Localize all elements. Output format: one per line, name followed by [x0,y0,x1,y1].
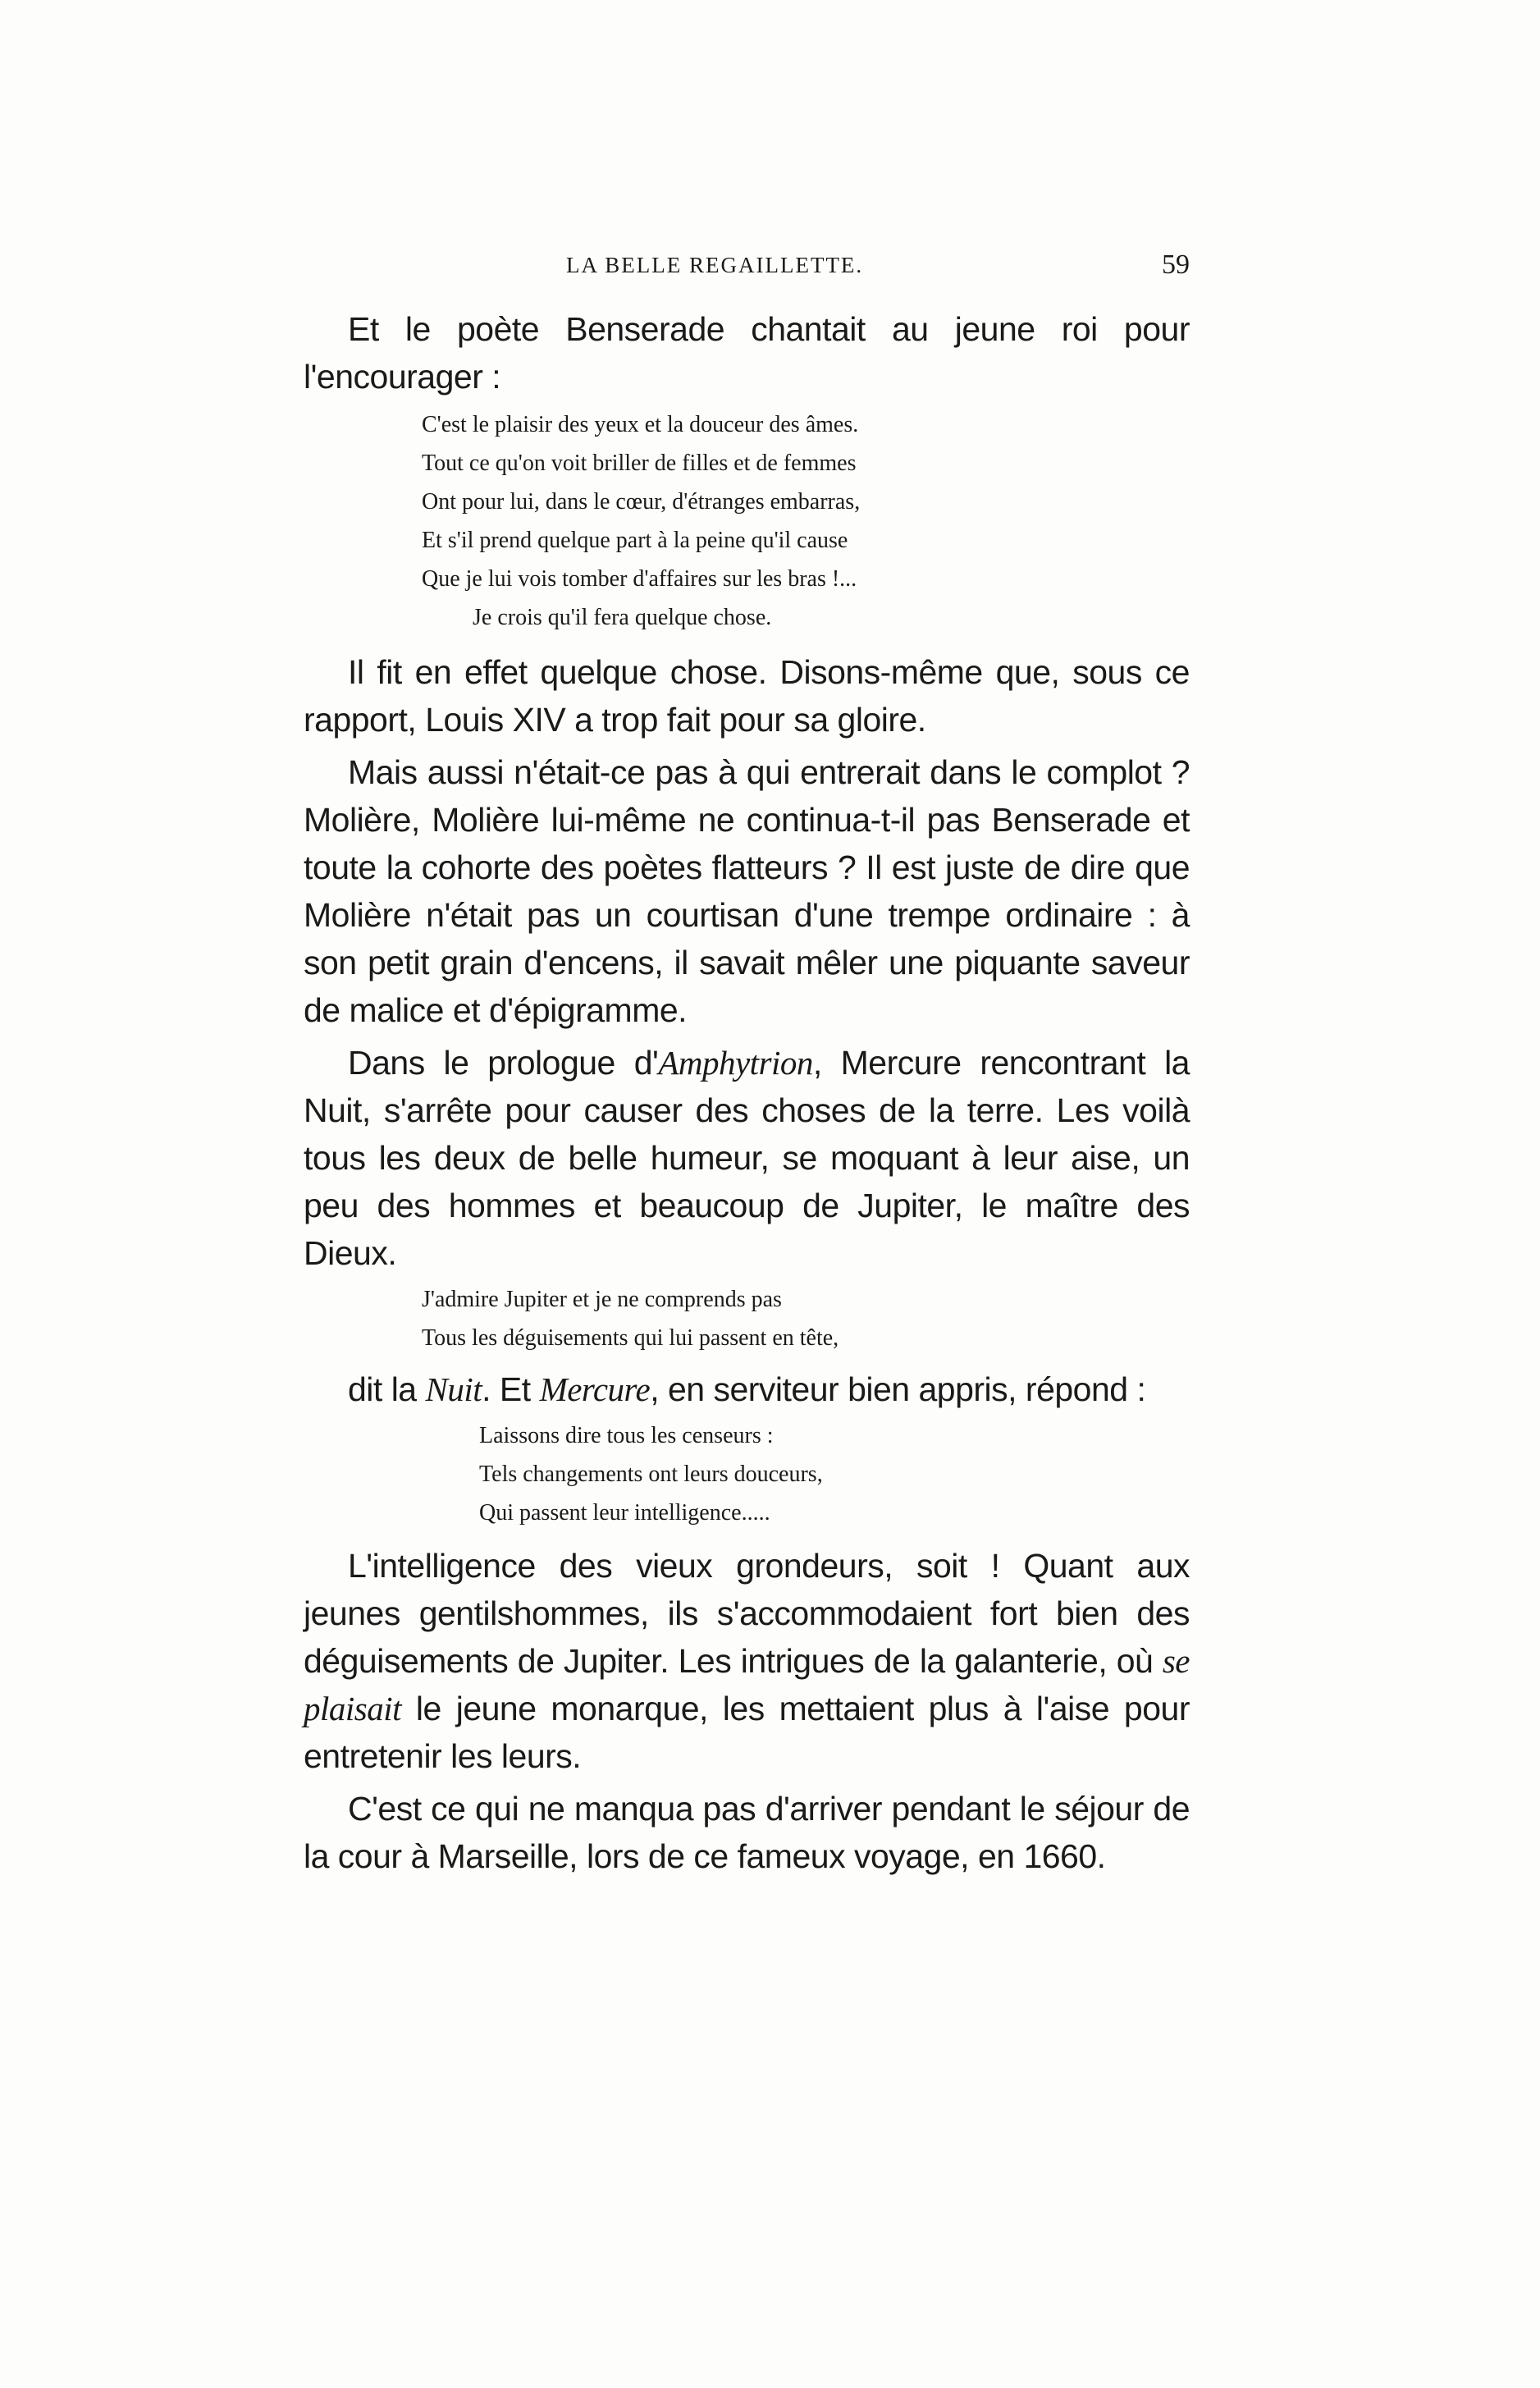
italic-se-plaisait: se plaisait [304,1642,1190,1727]
amphytrion-title: Amphytrion [658,1044,813,1082]
verse-line: Que je lui vois tomber d'affaires sur les bras !... [422,566,857,592]
character-nuit: Nuit [425,1370,482,1408]
verse-line: Laissons dire tous les censeurs : [479,1423,774,1448]
paragraph-dit-la-nuit [304,1366,1190,1413]
verse-line: Tous les déguisements qui lui passent en tête, [422,1325,839,1351]
amphytrion-text-before: Dans le prologue d' [348,1044,659,1082]
character-mercure: Mercure [539,1370,651,1408]
verse-line: J'admire Jupiter et je ne comprends pas [422,1287,782,1312]
intelligence-text-a: L'intelligence des vieux grondeurs, soit ! Quant aux jeunes gentilshommes, ils s'accommodaient fort bien des déguisements de Jupiter. Les intrigues de la galanterie, où [304,1547,1190,1680]
amphytrion-text-after: , Mercure rencontrant la Nuit, s'arrête pour causer des choses de la terre. Les voilà tous les deux de belle humeur, se moquant à leur aise, un peu des hommes et beaucoup de Jupiter, le maître des Dieux. [304,1044,1190,1272]
verse-line: Ont pour lui, dans le cœur, d'étranges embarras, [422,489,861,515]
dialog-text: dit la [348,1370,426,1408]
paragraph-benserade: Et le poète Benserade chantait au jeune roi pour l'encourager : [304,310,1190,396]
dialog-text: , en serviteur bien appris, répond : [650,1370,1146,1408]
paragraph-intelligence [304,1542,1190,1780]
verse-line: Tout ce qu'on voit briller de filles et de femmes [422,451,857,476]
verse-nuit [304,1280,1190,1357]
paragraph-moliere: Mais aussi n'était-ce pas à qui entrerait dans le complot ? Molière, Molière lui-même ne continua-t-il pas Benserade et toute la cohorte des poètes flatteurs ? Il est juste de dire que Molière n'était pas un courtisan d'une trempe ordinaire : à son petit grain d'encens, il savait mêler une piquante saveur de malice et d'épigramme. [304,753,1190,1029]
verse-line: Tels changements ont leurs douceurs, [479,1462,823,1487]
verse-line: C'est le plaisir des yeux et la douceur des âmes. [422,412,859,437]
paragraph-marseille: C'est ce qui ne manqua pas d'arriver pendant le séjour de la cour à Marseille, lors de ce fameux voyage, en 1660. [304,1790,1190,1875]
running-title: LA BELLE REGAILLETTE. [566,253,864,277]
page-number: 59 [1162,249,1190,280]
paragraph-louis-xiv: Il fit en effet quelque chose. Disons-même que, sous ce rapport, Louis XIV a trop fait pour sa gloire. [304,653,1190,739]
verse-line: Je crois qu'il fera quelque chose. [473,605,772,630]
dialog-text: . Et [482,1370,540,1408]
verse-benserade [304,405,1190,637]
verse-line: Qui passent leur intelligence..... [479,1500,770,1526]
verse-line: Et s'il prend quelque part à la peine qu'il cause [422,528,848,553]
running-header [304,249,1190,286]
verse-mercure [304,1416,1190,1532]
intelligence-text-b: le jeune monarque, les mettaient plus à l'aise pour entretenir les leurs. [304,1690,1190,1775]
paragraph-amphytrion [304,1039,1190,1277]
body-text [304,305,1190,1880]
